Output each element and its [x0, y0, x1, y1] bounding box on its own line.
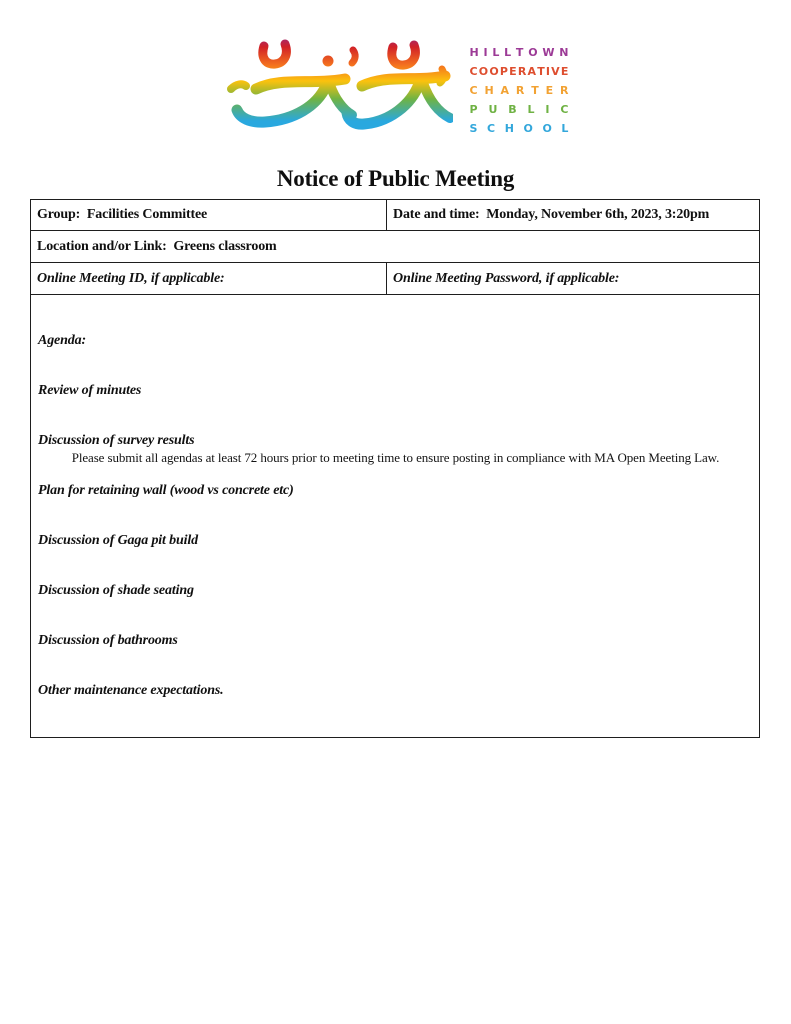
meeting-table — [30, 199, 760, 738]
agenda-line: Plan for retaining wall (wood vs concrete etc) — [38, 483, 294, 498]
logo-wordmark-line: P U B L I C — [469, 103, 569, 116]
agenda-line: Agenda: — [38, 333, 86, 348]
agenda-line: Discussion of bathrooms — [38, 633, 178, 648]
logo-dancing-figures-icon — [223, 33, 453, 133]
logo-wordmark-line: C O O P E R A T I V E — [469, 65, 569, 78]
agenda-line: Discussion of shade seating — [38, 583, 194, 598]
logo-brush-strokes — [231, 44, 450, 124]
agenda-line: Discussion of survey results — [38, 433, 195, 448]
page-title: Notice of Public Meeting — [276, 166, 515, 191]
agenda-line: Review of minutes — [38, 383, 142, 398]
table-row — [31, 295, 760, 738]
agenda-line: Other maintenance expectations. — [38, 683, 224, 698]
logo-wordmark — [470, 43, 569, 138]
compliance-note: Please submit all agendas at least 72 hours prior to meeting time to ensure posting in compliance with MA Open Meeting Law. — [71, 450, 720, 465]
logo-wordmark-line: H I L L T O W N — [469, 46, 569, 59]
table-row — [31, 263, 760, 295]
group-cell: Group: Facilities Committee — [31, 200, 387, 231]
datetime-cell: Date and time: Monday, November 6th, 2023, 3:20pm — [387, 200, 760, 231]
agenda-cell — [31, 295, 760, 738]
location-cell: Location and/or Link: Greens classroom — [31, 231, 760, 263]
agenda-line: Discussion of Gaga pit build — [38, 533, 198, 548]
table-row — [31, 200, 760, 231]
school-logo — [0, 33, 791, 138]
logo-wordmark-line: S C H O O L — [469, 122, 569, 135]
table-row — [31, 231, 760, 263]
meeting-id-cell: Online Meeting ID, if applicable: — [31, 263, 387, 295]
meeting-password-cell: Online Meeting Password, if applicable: — [387, 263, 760, 295]
logo-wordmark-line: C H A R T E R — [469, 84, 569, 97]
